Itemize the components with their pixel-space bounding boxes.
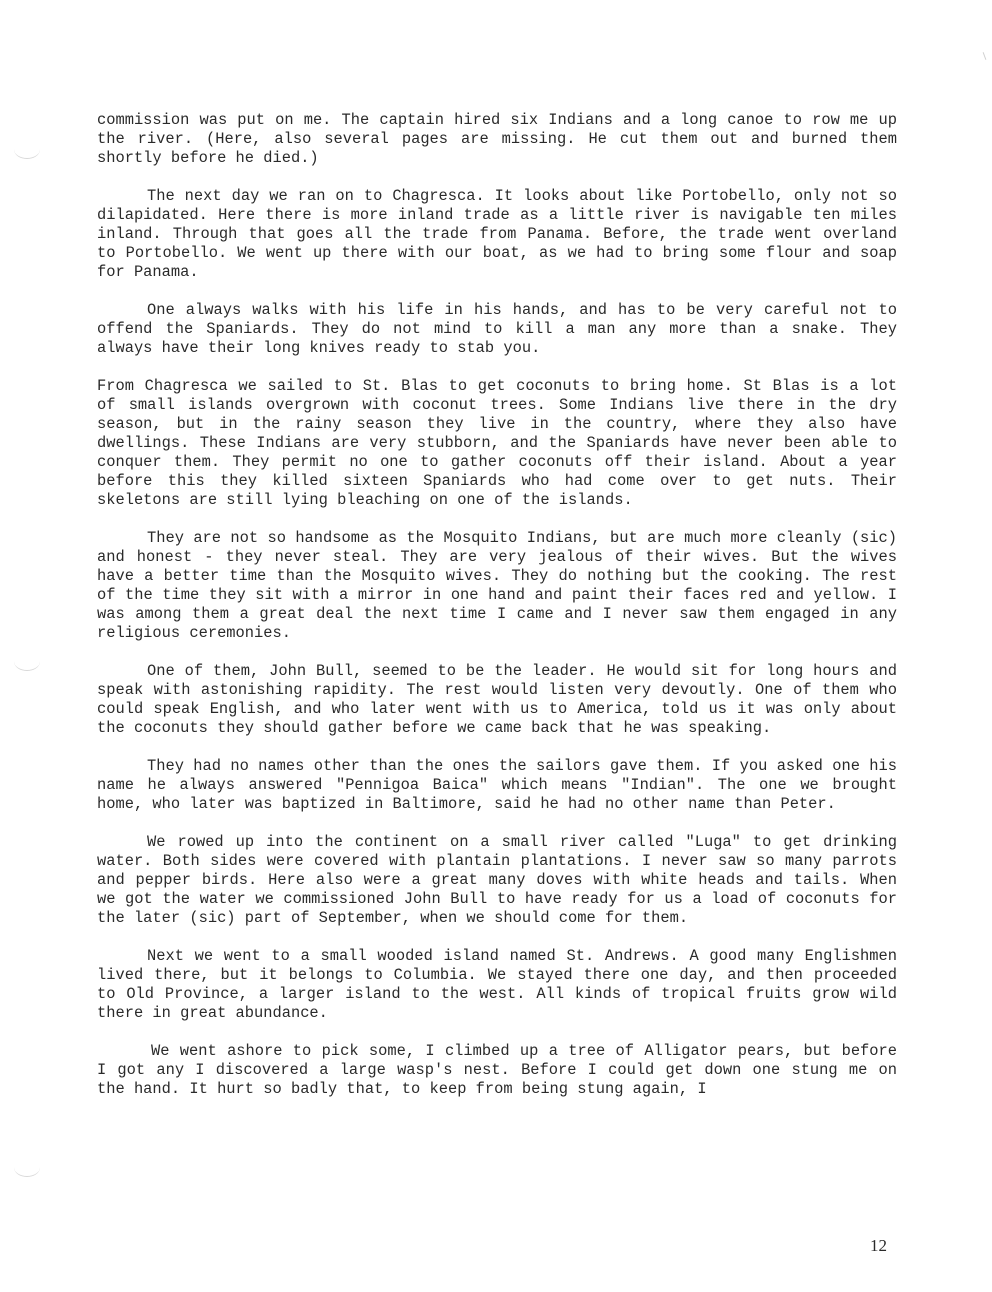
paragraph: They had no names other than the ones the sailors gave them. If you asked one his name he always answered "Pennigoa Baica" which means "Indian". The one we brought home, who later was baptized in Baltimore, said he had no other name than Peter.	[97, 757, 897, 813]
paragraph: commission was put on me. The captain hired six Indians and a long canoe to row me up the river. (Here, also several pages are missing. He cut them out and burned them shortly before he died.)	[97, 111, 897, 167]
paragraph: One of them, John Bull, seemed to be the leader. He would sit for long hours and speak with astonishing rapidity. The rest would listen very devoutly. One of them who could speak English, and who later went with us to America, told us it was only about the coconuts they should gather before we came back that he was speaking.	[97, 662, 897, 737]
hole-punch-mark	[14, 652, 40, 671]
paragraph: From Chagresca we sailed to St. Blas to get coconuts to bring home. St Blas is a lot of small islands overgrown with coconut trees. Some Indians live there in the dry season, but in the rainy season they live in the country, where they also have dwellings. These Indians are very stubborn, and the Spaniards have never been able to conquer them. They permit no one to gather coconuts off their island. About a year before this they killed sixteen Spaniards who had come over to get nuts. Their skeletons are still lying bleaching on one of the islands.	[97, 377, 897, 509]
paragraph: The next day we ran on to Chagresca. It looks about like Portobello, only not so dilapidated. Here there is more inland trade as a little river is navigable ten miles inland. Through that goes all the trade from Panama. Before, the trade went overland to Portobello. We went up there with our boat, as we had to bring some flour and soap for Panama.	[97, 187, 897, 281]
paragraph: They are not so handsome as the Mosquito Indians, but are much more cleanly (sic) and honest - they never steal. They are very jealous of their wives. But the wives have a better time than the Mosquito wives. They do nothing but the cooking. The rest of the time they sit with a mirror in one hand and paint their faces red and yellow. I was among them a great deal the next time I came and I never saw them engaged in any religious ceremonies.	[97, 529, 897, 642]
hole-punch-mark	[14, 140, 40, 159]
paragraph: We rowed up into the continent on a small river called "Luga" to get drinking water. Both sides were covered with plantain plantations. I never saw so many parrots and pepper birds. Here also were a great many doves with white heads and tails. When we got the water we commissioned John Bull to have ready for us a load of coconuts for the later (sic) part of September, when we should come for them.	[97, 833, 897, 927]
paragraph: One always walks with his life in his hands, and has to be very careful not to offend the Spaniards. They do not mind to kill a man any more than a snake. They always have their long knives ready to stab you.	[97, 301, 897, 357]
page-number: 12	[870, 1236, 887, 1255]
corner-mark	[983, 52, 987, 60]
document-body	[97, 111, 897, 1118]
paragraph: Next we went to a small wooded island named St. Andrews. A good many Englishmen lived there, but it belongs to Columbia. We stayed there one day, and then proceeded to Old Province, a larger island to the west. All kinds of tropical fruits grow wild there in great abundance.	[97, 947, 897, 1022]
hole-punch-mark	[14, 1158, 40, 1177]
paragraph: We went ashore to pick some, I climbed up a tree of Alligator pears, but before I got any I discovered a large wasp's nest. Before I could get down one stung me on the hand. It hurt so badly that, to keep from being stung again, I	[97, 1042, 897, 1098]
